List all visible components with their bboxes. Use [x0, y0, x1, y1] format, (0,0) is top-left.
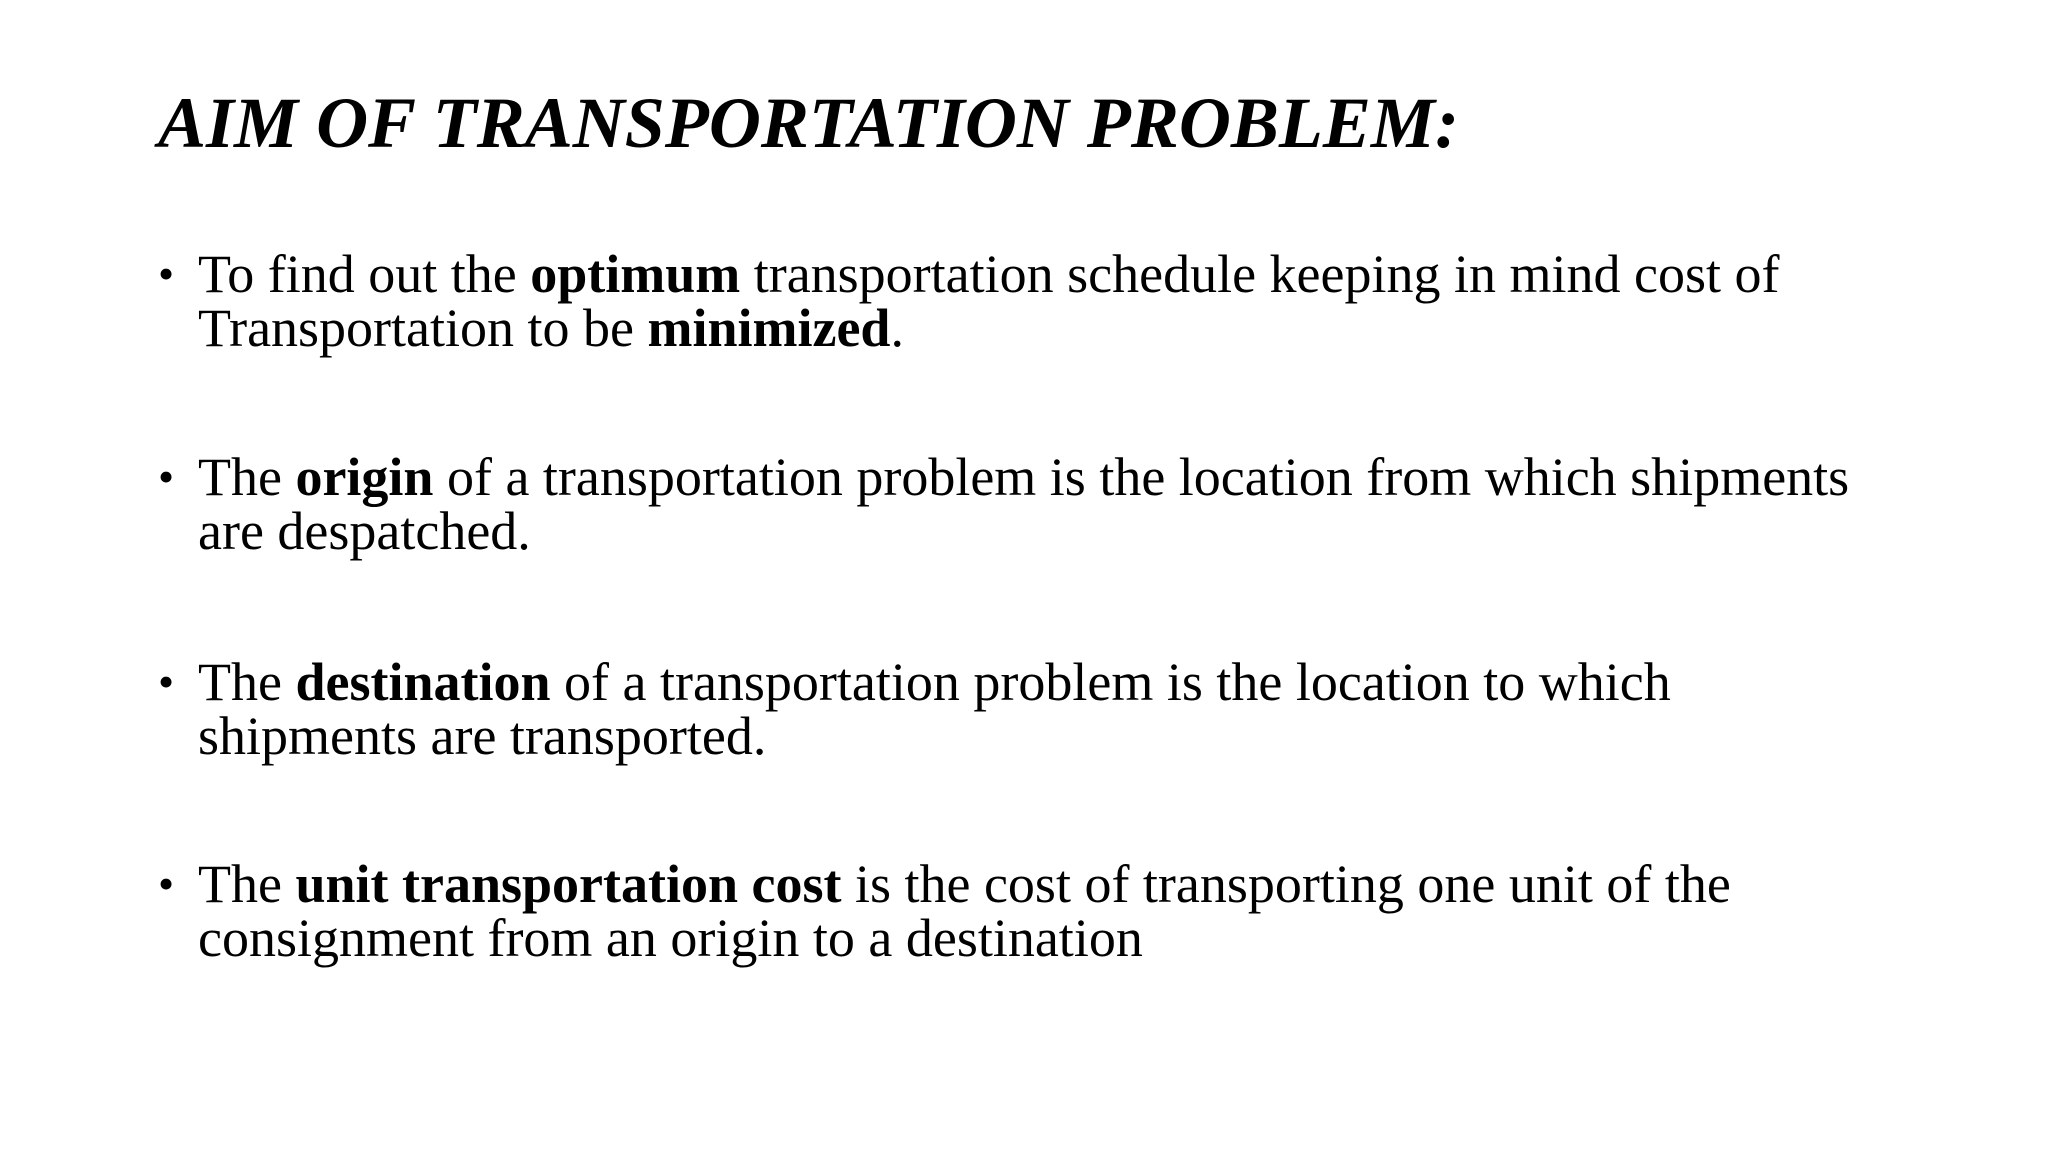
text-run: Transportation to be	[198, 298, 648, 358]
bullet-text	[198, 447, 2018, 561]
bold-term: optimum	[530, 244, 741, 304]
bullet-text	[198, 244, 2018, 358]
bullet-line	[198, 298, 2018, 358]
bullet-line	[198, 854, 2018, 914]
text-run: The	[198, 652, 296, 712]
text-run: consignment from an origin to a destination	[198, 908, 1143, 968]
text-run: of a transportation problem is the location from which shipments	[433, 447, 1850, 507]
bullet-dot: •	[158, 451, 175, 502]
bold-term: destination	[295, 652, 551, 712]
bold-term: unit transportation cost	[295, 854, 842, 914]
bold-term: minimized	[647, 298, 891, 358]
bullet-line	[198, 501, 2018, 561]
text-run: is the cost of transporting one unit of the	[841, 854, 1731, 914]
bullet-line	[198, 447, 2018, 507]
bullet-text	[198, 652, 2018, 766]
text-run: shipments are transported.	[198, 706, 767, 766]
bold-term: origin	[295, 447, 434, 507]
bullet-line	[198, 652, 2018, 712]
bullet-line	[198, 908, 2018, 968]
bullet-line	[198, 244, 2018, 304]
text-run: The	[198, 447, 296, 507]
text-run: are despatched.	[198, 501, 531, 561]
text-run: To find out the	[198, 244, 531, 304]
text-run: of a transportation problem is the location to which	[550, 652, 1671, 712]
slide-title: AIM OF TRANSPORTATION PROBLEM:	[158, 83, 1459, 163]
bullet-dot: •	[158, 248, 175, 299]
bullet-dot: •	[158, 858, 175, 909]
text-run: The	[198, 854, 296, 914]
bullet-line	[198, 706, 2018, 766]
bullet-text	[198, 854, 2018, 968]
text-run: transportation schedule keeping in mind cost of	[740, 244, 1780, 304]
text-run: .	[890, 298, 904, 358]
bullet-dot: •	[158, 656, 175, 707]
